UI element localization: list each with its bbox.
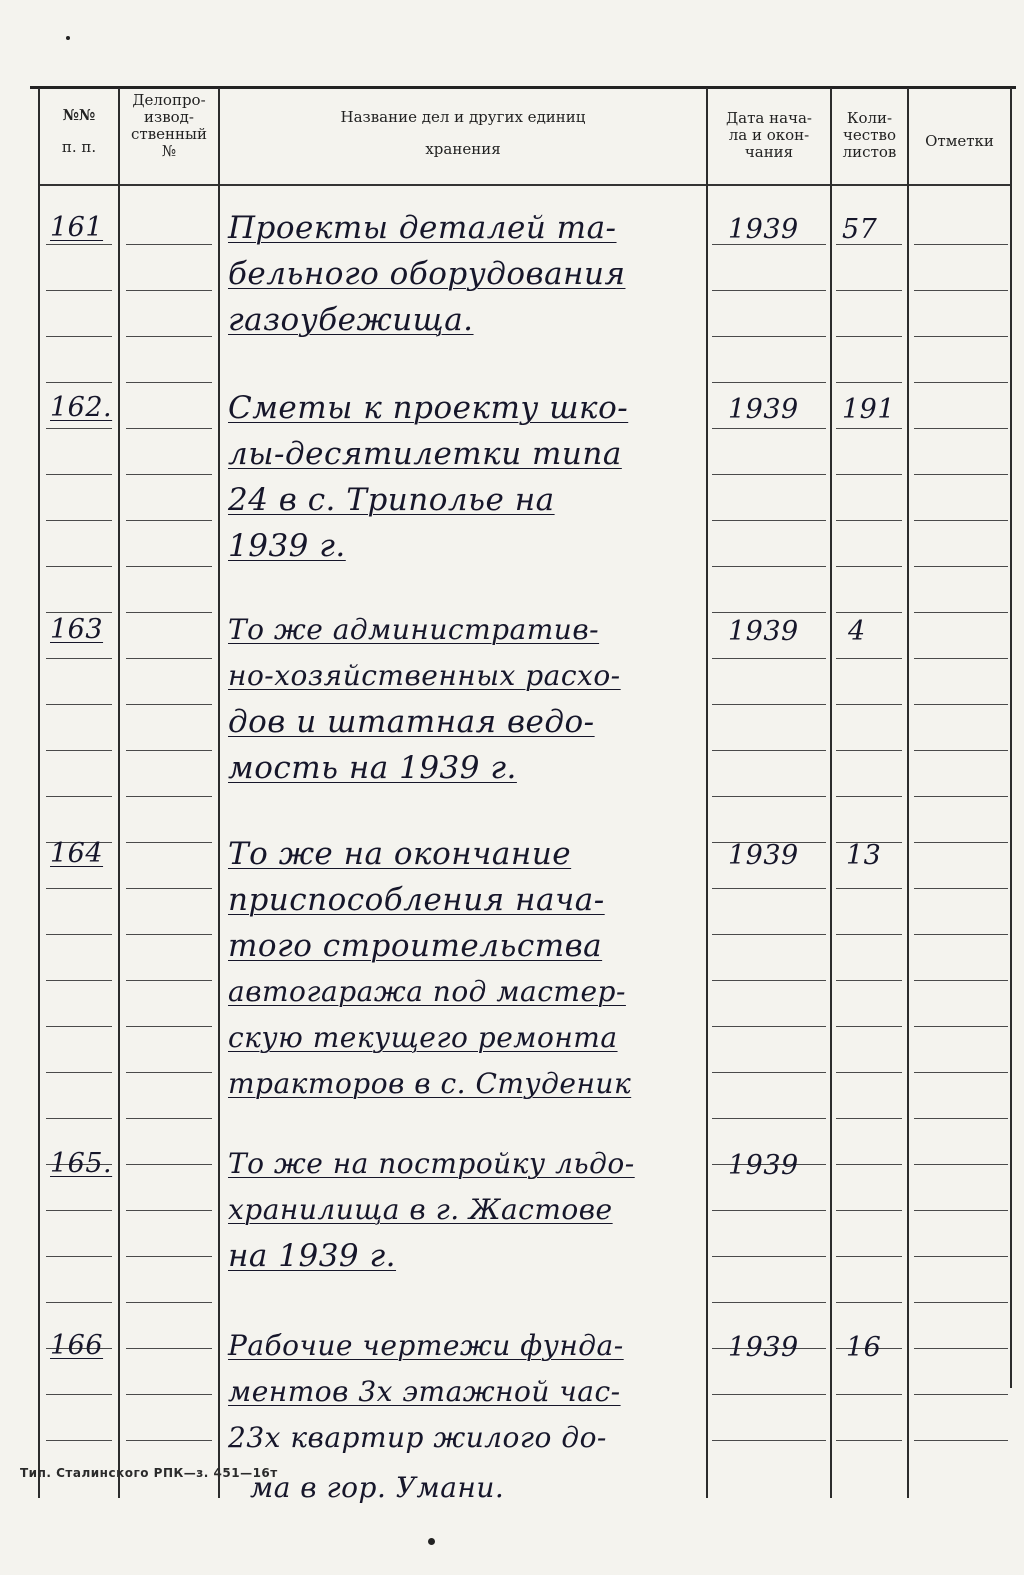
ruled-line <box>836 1256 902 1257</box>
col-divider <box>706 88 708 1498</box>
record-title-line: приспособления нача- <box>228 882 605 918</box>
record-number: 161 <box>50 212 104 243</box>
record-title-line: дов и штатная ведо- <box>228 704 595 740</box>
ruled-line <box>712 750 826 751</box>
header-sheet-count: Коли- чество листов <box>842 109 897 161</box>
ruled-line <box>836 1394 902 1395</box>
ruled-line <box>126 290 212 291</box>
record-sheets: 13 <box>846 840 882 871</box>
ruled-line <box>914 428 1008 429</box>
ruled-line <box>712 1440 826 1441</box>
ruled-line <box>46 1394 112 1395</box>
ruled-line <box>46 1118 112 1119</box>
ruled-line <box>46 428 112 429</box>
record-date: 1939 <box>728 214 799 245</box>
ruled-line <box>914 658 1008 659</box>
record-title-line: То же на постройку льдо- <box>228 1147 635 1180</box>
record-title-line: того строительства <box>228 928 603 964</box>
ruled-line <box>712 1256 826 1257</box>
ruled-line <box>46 1210 112 1211</box>
ruled-line <box>712 658 826 659</box>
ruled-line <box>914 796 1008 797</box>
ruled-line <box>712 520 826 521</box>
ruled-line <box>712 796 826 797</box>
record-title-line: То же на окончание <box>228 836 572 872</box>
record-number: 165. <box>50 1148 113 1179</box>
record-title-line: 24 в с. Триполье на <box>228 482 555 518</box>
record-number: 162. <box>50 392 113 423</box>
ruled-line <box>914 750 1008 751</box>
ruled-line <box>914 474 1008 475</box>
ruled-line <box>836 336 902 337</box>
ruled-line <box>836 1210 902 1211</box>
record-title-line: бельного оборудования <box>228 256 626 292</box>
ruled-line <box>914 1210 1008 1211</box>
ruled-line <box>46 658 112 659</box>
ruled-line <box>712 1072 826 1073</box>
record-date: 1939 <box>728 616 799 647</box>
ruled-line <box>914 1348 1008 1349</box>
ruled-line <box>46 520 112 521</box>
header-office-number: Делопро- извод- ственный № <box>131 91 207 160</box>
ruled-line <box>914 888 1008 889</box>
ruled-line <box>126 474 212 475</box>
ruled-line <box>836 980 902 981</box>
ruled-line <box>712 566 826 567</box>
ruled-line <box>712 1118 826 1119</box>
ruled-line <box>126 934 212 935</box>
ruled-line <box>836 1440 902 1441</box>
ruled-line <box>914 934 1008 935</box>
ruled-line <box>126 658 212 659</box>
ruled-line <box>914 1440 1008 1441</box>
ruled-line <box>712 428 826 429</box>
ruled-line <box>46 566 112 567</box>
ruled-line <box>126 1394 212 1395</box>
record-title-line: тракторов в с. Студеник <box>228 1067 632 1100</box>
printer-imprint: Тип. Сталинского РПК—з. 451—16т <box>20 1466 278 1480</box>
record-sheets: 16 <box>846 1332 882 1363</box>
ruled-line <box>836 1302 902 1303</box>
ruled-line <box>46 1302 112 1303</box>
ruled-line <box>914 1164 1008 1165</box>
ruled-line <box>914 520 1008 521</box>
ruled-line <box>914 1072 1008 1073</box>
ruled-line <box>914 980 1008 981</box>
ruled-line <box>126 1026 212 1027</box>
ruled-line <box>712 704 826 705</box>
ruled-line <box>712 382 826 383</box>
record-title-line: ментов 3х этажной час- <box>228 1375 621 1408</box>
ruled-line <box>46 474 112 475</box>
record-title-line: газоубежища. <box>228 302 474 338</box>
ruled-line <box>126 336 212 337</box>
ruled-line <box>46 290 112 291</box>
ruled-line <box>836 1118 902 1119</box>
ruled-line <box>126 612 212 613</box>
record-date: 1939 <box>728 394 799 425</box>
record-title-line: 1939 г. <box>228 528 346 564</box>
ruled-line <box>46 1072 112 1073</box>
ruled-line <box>46 934 112 935</box>
ruled-line <box>836 520 902 521</box>
record-sheets: 191 <box>842 394 896 425</box>
ruled-line <box>46 704 112 705</box>
ruled-line <box>126 566 212 567</box>
header-title-line1: Название дел и других единиц <box>340 108 586 126</box>
ruled-line <box>46 980 112 981</box>
ruled-line <box>836 474 902 475</box>
ruled-line <box>836 934 902 935</box>
ruled-line <box>46 1440 112 1441</box>
ruled-line <box>914 612 1008 613</box>
ruled-line <box>914 382 1008 383</box>
ruled-line <box>46 382 112 383</box>
ruled-line <box>836 704 902 705</box>
ruled-line <box>46 336 112 337</box>
col-divider <box>38 88 40 1498</box>
ruled-line <box>126 1072 212 1073</box>
top-rule <box>30 86 1016 89</box>
record-date: 1939 <box>728 1332 799 1363</box>
ruled-line <box>914 244 1008 245</box>
ruled-line <box>126 382 212 383</box>
ruled-line <box>712 1302 826 1303</box>
ruled-line <box>836 1164 902 1165</box>
ruled-line <box>126 244 212 245</box>
header-title-line2: хранения <box>425 140 501 158</box>
ruled-line <box>126 842 212 843</box>
ruled-line <box>836 750 902 751</box>
ruled-line <box>836 382 902 383</box>
ruled-line <box>914 704 1008 705</box>
record-title-line: лы-десятилетки типа <box>228 436 622 472</box>
record-sheets: 4 <box>848 616 866 647</box>
ruled-line <box>914 842 1008 843</box>
ruled-line <box>914 1302 1008 1303</box>
ruled-line <box>712 1394 826 1395</box>
ruled-line <box>126 796 212 797</box>
record-title-line: автогаража под мастер- <box>228 975 626 1008</box>
record-title-line: 23х квартир жилого до- <box>228 1421 607 1454</box>
ruled-line <box>46 888 112 889</box>
col-divider <box>1010 88 1012 1388</box>
ruled-line <box>126 1302 212 1303</box>
ruled-line <box>46 750 112 751</box>
ruled-line <box>126 1164 212 1165</box>
ruled-line <box>126 750 212 751</box>
record-title-line: Проекты деталей та- <box>228 210 617 246</box>
ruled-line <box>712 474 826 475</box>
header-date: Дата нача- ла и окон- чания <box>725 109 812 161</box>
ruled-line <box>126 1256 212 1257</box>
ruled-line <box>712 888 826 889</box>
record-date: 1939 <box>728 840 799 871</box>
record-number: 163 <box>50 614 104 645</box>
ruled-line <box>836 796 902 797</box>
ruled-line <box>914 566 1008 567</box>
ruled-line <box>836 428 902 429</box>
record-title-line: на 1939 г. <box>228 1238 397 1274</box>
col-divider <box>218 88 220 1498</box>
ruled-line <box>126 1440 212 1441</box>
record-title-line: То же административ- <box>228 613 600 646</box>
record-title-line: хранилища в г. Жастове <box>228 1193 613 1226</box>
ruled-line <box>914 1118 1008 1119</box>
record-title-line: Сметы к проекту шко- <box>228 390 629 426</box>
ruled-line <box>836 566 902 567</box>
ruled-line <box>914 336 1008 337</box>
ruled-line <box>914 1394 1008 1395</box>
ruled-line <box>836 612 902 613</box>
ruled-line <box>914 1256 1008 1257</box>
header-number-line2: п. п. <box>61 138 97 156</box>
header-number <box>40 106 118 156</box>
header-number-line1: №№ <box>62 106 96 124</box>
ruled-line <box>126 1118 212 1119</box>
ruled-line <box>712 290 826 291</box>
ruled-line <box>712 1210 826 1211</box>
stray-ink-dot <box>66 36 70 40</box>
ruled-line <box>46 1026 112 1027</box>
ruled-line <box>836 658 902 659</box>
record-title-line: ма в гор. Умани. <box>250 1471 505 1504</box>
col-divider <box>830 88 832 1498</box>
ruled-line <box>46 1256 112 1257</box>
ruled-line <box>712 1026 826 1027</box>
record-number: 164 <box>50 838 104 869</box>
ruled-line <box>46 796 112 797</box>
record-title-line: Рабочие чертежи фунда- <box>228 1329 624 1362</box>
record-title-line: но-хозяйственных расхо- <box>228 659 621 692</box>
record-sheets: 57 <box>842 214 878 245</box>
ruled-line <box>836 1072 902 1073</box>
header-title <box>220 108 706 158</box>
ruled-line <box>914 290 1008 291</box>
record-title-line: скую текущего ремонта <box>228 1021 618 1054</box>
ruled-line <box>126 520 212 521</box>
ruled-line <box>712 980 826 981</box>
ruled-line <box>712 336 826 337</box>
col-divider <box>907 88 909 1498</box>
ruled-line <box>126 1348 212 1349</box>
record-date: 1939 <box>728 1150 799 1181</box>
ruled-line <box>126 1210 212 1211</box>
ruled-line <box>914 1026 1008 1027</box>
ruled-line <box>836 290 902 291</box>
ruled-line <box>126 428 212 429</box>
col-divider <box>118 88 120 1498</box>
ruled-line <box>712 934 826 935</box>
record-title-line: мость на 1939 г. <box>228 750 517 786</box>
ruled-line <box>836 1026 902 1027</box>
stray-ink-dot <box>428 1538 435 1545</box>
ruled-line <box>836 888 902 889</box>
ruled-line <box>126 704 212 705</box>
header-notes: Отметки <box>925 132 994 150</box>
header-bottom-rule <box>38 184 1010 186</box>
ruled-line <box>126 888 212 889</box>
record-number: 166 <box>50 1330 104 1361</box>
ruled-line <box>712 612 826 613</box>
ruled-line <box>126 980 212 981</box>
